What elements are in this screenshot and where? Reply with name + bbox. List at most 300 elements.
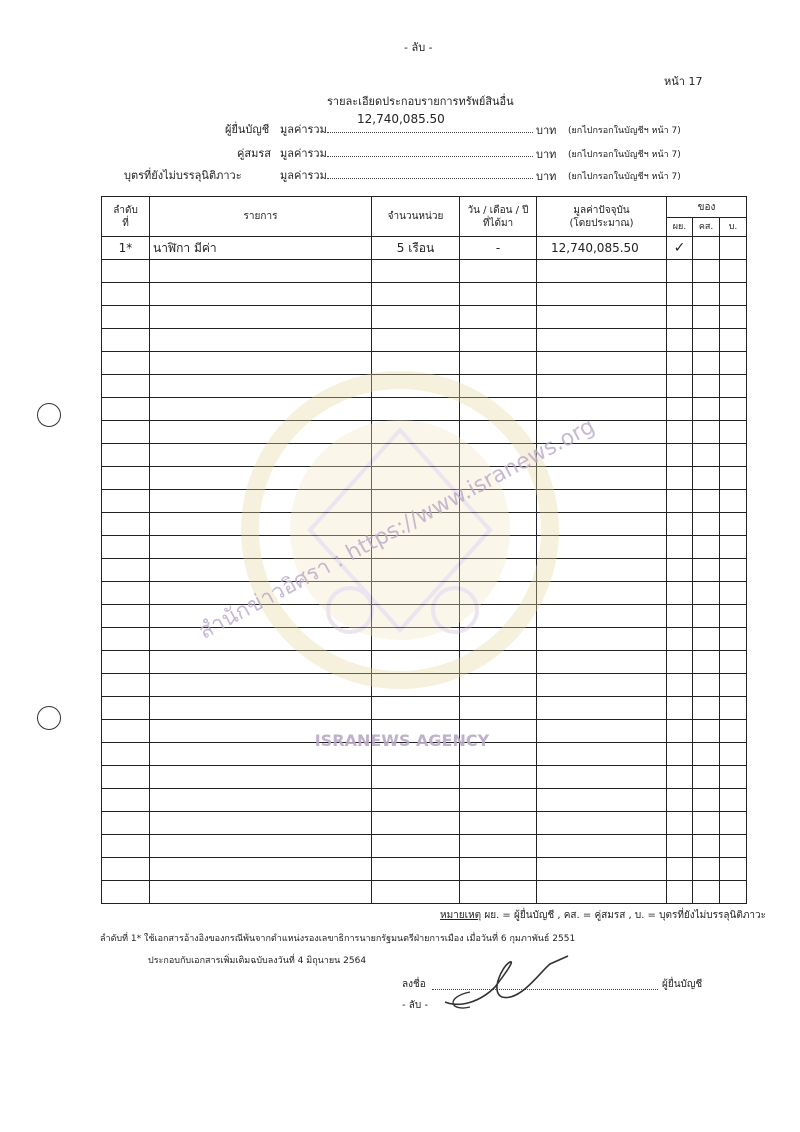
- table-cell: [372, 444, 460, 467]
- table-cell: [537, 812, 667, 835]
- summary-note: (ยกไปกรอกในบัญชีฯ หน้า 7): [568, 150, 681, 160]
- table-cell: [460, 536, 537, 559]
- table-cell: [460, 352, 537, 375]
- table-cell: [460, 720, 537, 743]
- table-cell: [720, 306, 747, 329]
- table-cell: [150, 421, 372, 444]
- table-cell: [537, 559, 667, 582]
- table-row: [102, 858, 747, 881]
- table-cell: [693, 513, 720, 536]
- table-cell: [102, 835, 150, 858]
- table-cell: [372, 766, 460, 789]
- table-cell: [150, 605, 372, 628]
- table-cell: [667, 398, 693, 421]
- table-cell: [720, 835, 747, 858]
- table-cell: [537, 674, 667, 697]
- col-header-qty: จำนวนหน่วย: [372, 197, 460, 237]
- table-row: [102, 352, 747, 375]
- summary-sublabel: มูลค่ารวม: [280, 123, 327, 136]
- sign-label: ลงชื่อ: [402, 979, 426, 990]
- punch-hole-top: [37, 403, 61, 427]
- col-header-item: รายการ: [150, 197, 372, 237]
- table-row: [102, 329, 747, 352]
- table-row: [102, 306, 747, 329]
- table-cell: [102, 536, 150, 559]
- col-header-date: วัน / เดือน / ปี ที่ได้มา: [460, 197, 537, 237]
- table-cell: [537, 881, 667, 904]
- table-cell: [667, 743, 693, 766]
- table-row: [102, 766, 747, 789]
- summary-unit: บาท: [536, 124, 557, 137]
- table-cell: [372, 628, 460, 651]
- table-cell: [693, 858, 720, 881]
- table-cell: [720, 398, 747, 421]
- table-cell: [102, 260, 150, 283]
- table-cell: [667, 628, 693, 651]
- table-cell: [372, 582, 460, 605]
- table-cell: [372, 651, 460, 674]
- table-cell: [720, 513, 747, 536]
- table-row: [102, 743, 747, 766]
- table-cell: [537, 398, 667, 421]
- table-row: [102, 260, 747, 283]
- table-cell: [150, 766, 372, 789]
- table-cell: [537, 467, 667, 490]
- legend-body: ผย. = ผู้ยื่นบัญชี , คส. = คู่สมรส , บ. = บุตรที่ยังไม่บรรลุนิติภาวะ: [484, 910, 767, 921]
- table-row: [102, 375, 747, 398]
- table-cell: [693, 421, 720, 444]
- table-cell: [372, 720, 460, 743]
- summary-sublabel: มูลค่ารวม: [280, 169, 327, 182]
- table-cell: [667, 605, 693, 628]
- table-row: [102, 398, 747, 421]
- table-cell: [460, 375, 537, 398]
- table-cell: [693, 651, 720, 674]
- table-cell: [150, 306, 372, 329]
- table-cell: [372, 536, 460, 559]
- watermark-agency-text: ISRANEWS AGENCY: [314, 731, 490, 750]
- table-cell: [460, 789, 537, 812]
- table-cell: [720, 444, 747, 467]
- summary-unit: บาท: [536, 148, 557, 161]
- table-cell: [102, 720, 150, 743]
- table-cell: [150, 835, 372, 858]
- table-cell: [372, 605, 460, 628]
- table-cell: [372, 467, 460, 490]
- table-row: [102, 720, 747, 743]
- table-cell: [667, 352, 693, 375]
- table-cell: [667, 651, 693, 674]
- table-cell: [460, 260, 537, 283]
- handwritten-signature: [440, 952, 570, 1012]
- table-cell: [102, 743, 150, 766]
- table-cell: [150, 674, 372, 697]
- table-cell: [693, 559, 720, 582]
- table-cell: [667, 582, 693, 605]
- summary-note: (ยกไปกรอกในบัญชีฯ หน้า 7): [568, 172, 681, 182]
- table-cell: [693, 329, 720, 352]
- table-cell: [102, 467, 150, 490]
- page-number: หน้า 17: [664, 75, 703, 88]
- table-cell: [537, 743, 667, 766]
- table-cell: [102, 605, 150, 628]
- table-cell: [372, 559, 460, 582]
- table-cell: [667, 513, 693, 536]
- table-row: [102, 421, 747, 444]
- table-cell: [720, 881, 747, 904]
- table-cell: [102, 329, 150, 352]
- table-cell: [150, 536, 372, 559]
- table-cell: [537, 628, 667, 651]
- table-cell: [667, 835, 693, 858]
- legend-title: หมายเหตุ: [440, 910, 482, 921]
- table-cell: [150, 352, 372, 375]
- table-cell: [102, 444, 150, 467]
- table-cell: [693, 720, 720, 743]
- table-cell: [667, 260, 693, 283]
- table-row: [102, 605, 747, 628]
- legend: [440, 908, 766, 923]
- summary-sublabel: มูลค่ารวม: [280, 147, 327, 160]
- table-cell: [460, 306, 537, 329]
- cell-item: นาฬิกา มีค่า: [150, 237, 372, 260]
- summary-label: บุตรที่ยังไม่บรรลุนิติภาวะ: [124, 169, 242, 182]
- table-cell: [372, 697, 460, 720]
- table-cell: [102, 651, 150, 674]
- table-row: [102, 835, 747, 858]
- table-cell: [693, 697, 720, 720]
- table-row: [102, 697, 747, 720]
- table-cell: [537, 789, 667, 812]
- cell-seq: 1*: [102, 237, 150, 260]
- table-cell: [720, 467, 747, 490]
- table-cell: [720, 536, 747, 559]
- table-cell: [537, 582, 667, 605]
- supplement-note: ประกอบกับเอกสารเพิ่มเติมฉบับลงวันที่ 4 มิถุนายน 2564: [148, 956, 367, 966]
- table-cell: [150, 720, 372, 743]
- table-cell: [150, 743, 372, 766]
- table-cell: [372, 260, 460, 283]
- table-cell: [537, 329, 667, 352]
- table-cell: [150, 628, 372, 651]
- table-cell: [150, 513, 372, 536]
- page-title: รายละเอียดประกอบรายการทรัพย์สินอื่น: [327, 95, 514, 108]
- table-cell: [460, 398, 537, 421]
- table-cell: [372, 352, 460, 375]
- table-cell: [460, 513, 537, 536]
- asset-table: [101, 196, 747, 904]
- table-cell: [667, 375, 693, 398]
- watermark-url-text: สำนักข่าวอิศรา : https://www.isranews.org: [194, 413, 600, 645]
- table-cell: [667, 789, 693, 812]
- cell-date: -: [460, 237, 537, 260]
- table-cell: [372, 858, 460, 881]
- table-cell: [667, 881, 693, 904]
- table-cell: [150, 881, 372, 904]
- table-cell: [667, 720, 693, 743]
- table-cell: [372, 881, 460, 904]
- table-cell: [102, 421, 150, 444]
- table-cell: [667, 306, 693, 329]
- table-cell: [537, 306, 667, 329]
- table-cell: [460, 628, 537, 651]
- table-cell: [372, 421, 460, 444]
- table-row: [102, 490, 747, 513]
- table-cell: [150, 697, 372, 720]
- table-cell: [537, 766, 667, 789]
- table-cell: [460, 651, 537, 674]
- cell-owner-spouse: [693, 237, 720, 260]
- table-cell: [720, 766, 747, 789]
- table-cell: [693, 536, 720, 559]
- table-cell: [720, 697, 747, 720]
- table-row: [102, 536, 747, 559]
- table-cell: [150, 789, 372, 812]
- table-cell: [460, 881, 537, 904]
- table-cell: [537, 605, 667, 628]
- table-cell: [460, 766, 537, 789]
- table-cell: [460, 283, 537, 306]
- table-cell: [372, 398, 460, 421]
- table-cell: [460, 743, 537, 766]
- table-cell: [537, 858, 667, 881]
- table-cell: [372, 812, 460, 835]
- table-cell: [102, 283, 150, 306]
- table-cell: [667, 766, 693, 789]
- cell-qty: 5 เรือน: [372, 237, 460, 260]
- summary-note: (ยกไปกรอกในบัญชีฯ หน้า 7): [568, 126, 681, 136]
- table-cell: [667, 812, 693, 835]
- table-cell: [537, 375, 667, 398]
- table-cell: [102, 628, 150, 651]
- table-row: [102, 559, 747, 582]
- table-row: [102, 444, 747, 467]
- table-cell: [537, 490, 667, 513]
- col-header-seq: ลำดับ ที่: [102, 197, 150, 237]
- table-cell: [150, 329, 372, 352]
- table-cell: [693, 375, 720, 398]
- table-cell: [537, 260, 667, 283]
- table-cell: [693, 789, 720, 812]
- table-cell: [720, 812, 747, 835]
- table-cell: [693, 260, 720, 283]
- table-cell: [372, 375, 460, 398]
- table-cell: [372, 743, 460, 766]
- cell-owner-child: [720, 237, 747, 260]
- table-cell: [667, 858, 693, 881]
- asset-table-body: [102, 237, 747, 904]
- table-cell: [102, 789, 150, 812]
- table-cell: [102, 490, 150, 513]
- table-cell: [720, 651, 747, 674]
- table-cell: [460, 421, 537, 444]
- secret-label-bottom: - ลับ -: [402, 1000, 429, 1011]
- table-cell: [537, 697, 667, 720]
- table-cell: [537, 651, 667, 674]
- table-cell: [693, 490, 720, 513]
- table-cell: [667, 444, 693, 467]
- table-cell: [102, 513, 150, 536]
- table-cell: [460, 559, 537, 582]
- table-cell: [372, 835, 460, 858]
- table-cell: [150, 260, 372, 283]
- table-cell: [460, 444, 537, 467]
- table-cell: [537, 444, 667, 467]
- table-cell: [102, 352, 150, 375]
- col-header-value: มูลค่าปัจจุบัน (โดยประมาณ): [537, 197, 667, 237]
- table-cell: [693, 674, 720, 697]
- table-cell: [693, 467, 720, 490]
- table-cell: [372, 329, 460, 352]
- table-cell: [667, 697, 693, 720]
- table-cell: [667, 559, 693, 582]
- table-cell: [693, 306, 720, 329]
- table-cell: [372, 283, 460, 306]
- table-cell: [537, 352, 667, 375]
- table-cell: [150, 467, 372, 490]
- punch-hole-bottom: [37, 706, 61, 730]
- table-row: [102, 513, 747, 536]
- secret-label-top: - ลับ -: [404, 41, 433, 54]
- table-cell: [537, 720, 667, 743]
- table-cell: [460, 329, 537, 352]
- table-cell: [460, 858, 537, 881]
- cell-owner-declarant: ✓: [667, 237, 693, 260]
- table-cell: [102, 674, 150, 697]
- table-cell: [667, 283, 693, 306]
- table-cell: [693, 605, 720, 628]
- table-cell: [667, 490, 693, 513]
- footnote: ลำดับที่ 1* ใช้เอกสารอ้างอิงของกรณีพ้นจากตำแหน่งรองเลขาธิการนายกรัฐมนตรีฝ่ายการเมือง เมื่อวันที่ 6 กุมภาพันธ์ 2551: [100, 934, 576, 944]
- table-cell: [720, 605, 747, 628]
- table-cell: [667, 536, 693, 559]
- table-cell: [150, 283, 372, 306]
- table-cell: [693, 398, 720, 421]
- table-cell: [102, 858, 150, 881]
- table-cell: [102, 559, 150, 582]
- table-cell: [667, 467, 693, 490]
- table-cell: [693, 835, 720, 858]
- table-cell: [693, 881, 720, 904]
- table-row: [102, 582, 747, 605]
- summary-value: 12,740,085.50: [357, 112, 445, 126]
- table-cell: [150, 559, 372, 582]
- table-cell: [537, 835, 667, 858]
- table-cell: [460, 697, 537, 720]
- table-row: [102, 237, 747, 260]
- table-row: [102, 628, 747, 651]
- table-cell: [720, 674, 747, 697]
- table-cell: [102, 697, 150, 720]
- table-cell: [720, 582, 747, 605]
- table-cell: [150, 651, 372, 674]
- table-cell: [460, 835, 537, 858]
- table-cell: [460, 582, 537, 605]
- table-cell: [102, 375, 150, 398]
- table-cell: [720, 375, 747, 398]
- table-cell: [372, 306, 460, 329]
- table-cell: [720, 352, 747, 375]
- table-cell: [693, 766, 720, 789]
- table-cell: [150, 582, 372, 605]
- col-header-owner-spouse: คส.: [693, 218, 720, 237]
- table-cell: [372, 674, 460, 697]
- cell-value: 12,740,085.50: [537, 237, 667, 260]
- table-cell: [720, 559, 747, 582]
- table-cell: [667, 674, 693, 697]
- table-cell: [102, 812, 150, 835]
- table-row: [102, 812, 747, 835]
- table-cell: [150, 858, 372, 881]
- summary-unit: บาท: [536, 170, 557, 183]
- table-cell: [460, 490, 537, 513]
- table-cell: [150, 398, 372, 421]
- table-cell: [102, 766, 150, 789]
- table-cell: [693, 743, 720, 766]
- table-row: [102, 789, 747, 812]
- table-cell: [102, 881, 150, 904]
- table-cell: [720, 743, 747, 766]
- table-cell: [372, 490, 460, 513]
- table-cell: [720, 283, 747, 306]
- table-row: [102, 651, 747, 674]
- table-cell: [537, 536, 667, 559]
- table-cell: [720, 329, 747, 352]
- table-cell: [537, 283, 667, 306]
- col-header-owner-child: บ.: [720, 218, 747, 237]
- table-cell: [667, 421, 693, 444]
- table-cell: [460, 605, 537, 628]
- table-cell: [693, 812, 720, 835]
- summary-label: ผู้ยื่นบัญชี: [225, 123, 270, 136]
- table-cell: [537, 513, 667, 536]
- table-cell: [150, 375, 372, 398]
- col-header-owner: ของ: [667, 197, 747, 218]
- table-cell: [150, 812, 372, 835]
- table-row: [102, 881, 747, 904]
- table-cell: [720, 628, 747, 651]
- table-cell: [693, 444, 720, 467]
- table-cell: [460, 674, 537, 697]
- table-row: [102, 283, 747, 306]
- table-cell: [102, 582, 150, 605]
- table-cell: [720, 858, 747, 881]
- table-row: [102, 674, 747, 697]
- table-cell: [720, 490, 747, 513]
- table-cell: [693, 582, 720, 605]
- table-cell: [102, 398, 150, 421]
- table-cell: [720, 720, 747, 743]
- table-cell: [693, 628, 720, 651]
- table-cell: [720, 260, 747, 283]
- table-cell: [150, 444, 372, 467]
- table-cell: [460, 467, 537, 490]
- sign-role: ผู้ยื่นบัญชี: [662, 979, 703, 990]
- table-cell: [150, 490, 372, 513]
- table-cell: [372, 513, 460, 536]
- table-cell: [537, 421, 667, 444]
- table-cell: [667, 329, 693, 352]
- table-cell: [720, 789, 747, 812]
- table-cell: [693, 283, 720, 306]
- col-header-owner-declarant: ผย.: [667, 218, 693, 237]
- table-cell: [102, 306, 150, 329]
- table-cell: [460, 812, 537, 835]
- table-cell: [372, 789, 460, 812]
- table-row: [102, 467, 747, 490]
- summary-label: คู่สมรส: [237, 147, 271, 160]
- table-cell: [693, 352, 720, 375]
